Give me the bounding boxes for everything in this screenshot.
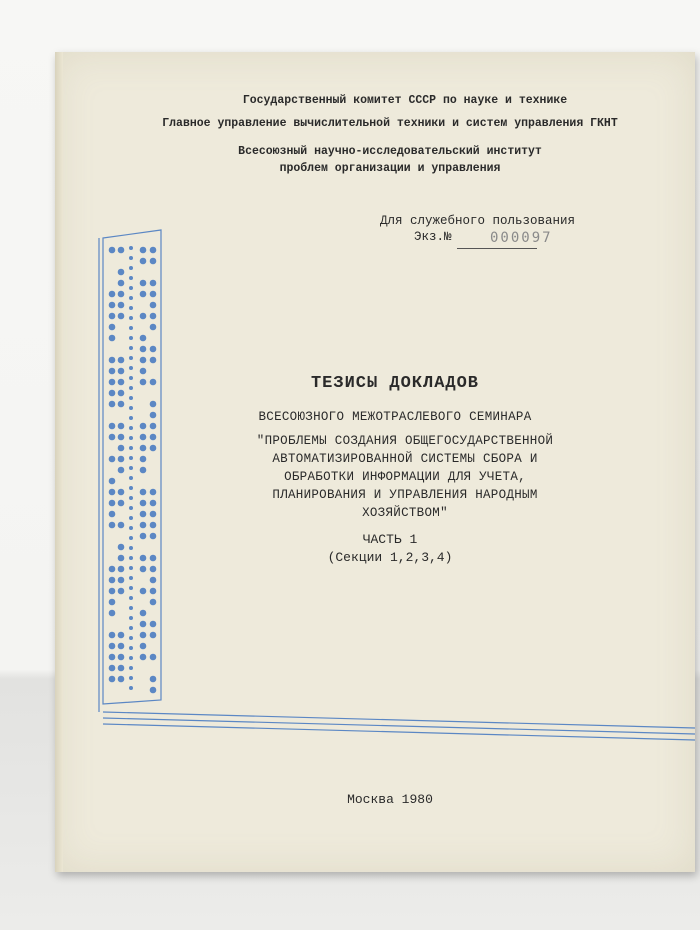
data-hole: [118, 632, 125, 639]
data-hole: [140, 357, 147, 364]
data-hole: [140, 621, 147, 628]
sprocket-hole: [129, 476, 133, 480]
data-hole: [109, 390, 116, 397]
title-line-2: "ПРОБЛЕМЫ СОЗДАНИЯ ОБЩЕГОСУДАРСТВЕННОЙ: [256, 434, 554, 448]
sprocket-hole: [129, 666, 133, 670]
sprocket-hole: [129, 326, 133, 330]
sprocket-hole: [129, 426, 133, 430]
sprocket-hole: [129, 496, 133, 500]
sprocket-hole: [129, 316, 133, 320]
data-hole: [118, 247, 125, 254]
data-hole: [109, 511, 116, 518]
data-hole: [109, 577, 116, 584]
sprocket-hole: [129, 506, 133, 510]
data-hole: [150, 632, 157, 639]
punched-tape-ornament: [55, 52, 695, 872]
data-hole: [109, 665, 116, 672]
data-hole: [118, 445, 125, 452]
data-hole: [140, 313, 147, 320]
data-hole: [150, 291, 157, 298]
sprocket-hole: [129, 436, 133, 440]
sprocket-hole: [129, 286, 133, 290]
data-hole: [150, 379, 157, 386]
data-hole: [118, 577, 125, 584]
place-year: Москва 1980: [347, 792, 433, 807]
data-hole: [109, 357, 116, 364]
sprocket-hole: [129, 596, 133, 600]
sprocket-hole: [129, 646, 133, 650]
sprocket-hole: [129, 656, 133, 660]
sprocket-hole: [129, 446, 133, 450]
sprocket-hole: [129, 486, 133, 490]
header-institute: Всесоюзный научно-исследовательский институт: [238, 145, 542, 158]
data-hole: [140, 346, 147, 353]
data-hole: [150, 357, 157, 364]
data-hole: [118, 588, 125, 595]
data-hole: [109, 291, 116, 298]
sprocket-hole: [129, 556, 133, 560]
data-hole: [140, 280, 147, 287]
sprocket-hole: [129, 606, 133, 610]
data-hole: [150, 247, 157, 254]
data-hole: [109, 632, 116, 639]
data-hole: [109, 434, 116, 441]
data-hole: [150, 533, 157, 540]
data-hole: [109, 478, 116, 485]
data-hole: [140, 434, 147, 441]
sprocket-hole: [129, 626, 133, 630]
data-hole: [150, 434, 157, 441]
data-hole: [109, 610, 116, 617]
sprocket-hole: [129, 386, 133, 390]
data-hole: [118, 555, 125, 562]
document-title: ТЕЗИСЫ ДОКЛАДОВ: [310, 374, 480, 393]
data-hole: [109, 401, 116, 408]
data-hole: [109, 302, 116, 309]
sprocket-hole: [129, 546, 133, 550]
data-hole: [118, 434, 125, 441]
sprocket-hole: [129, 536, 133, 540]
data-hole: [109, 566, 116, 573]
data-hole: [140, 533, 147, 540]
data-hole: [140, 522, 147, 529]
title-line-3: АВТОМАТИЗИРОВАННОЙ СИСТЕМЫ СБОРА И: [272, 452, 538, 466]
data-hole: [150, 555, 157, 562]
data-hole: [140, 555, 147, 562]
sprocket-hole: [129, 566, 133, 570]
sprocket-hole: [129, 466, 133, 470]
data-hole: [140, 467, 147, 474]
data-hole: [140, 610, 147, 617]
data-hole: [118, 357, 125, 364]
data-hole: [118, 643, 125, 650]
data-hole: [140, 500, 147, 507]
sprocket-hole: [129, 576, 133, 580]
data-hole: [109, 456, 116, 463]
data-hole: [118, 313, 125, 320]
data-hole: [150, 687, 157, 694]
ornament-holes: [109, 246, 157, 693]
sprocket-hole: [129, 676, 133, 680]
data-hole: [118, 654, 125, 661]
data-hole: [140, 643, 147, 650]
data-hole: [118, 379, 125, 386]
data-hole: [150, 313, 157, 320]
sprocket-hole: [129, 256, 133, 260]
data-hole: [140, 379, 147, 386]
title-line-6: ХОЗЯЙСТВОМ": [362, 506, 448, 520]
data-hole: [150, 412, 157, 419]
sections: (Секции 1,2,3,4): [327, 550, 453, 565]
part-number: ЧАСТЬ 1: [362, 532, 418, 547]
sprocket-hole: [129, 616, 133, 620]
title-line-5: ПЛАНИРОВАНИЯ И УПРАВЛЕНИЯ НАРОДНЫМ: [272, 488, 538, 502]
data-hole: [118, 456, 125, 463]
data-hole: [118, 368, 125, 375]
data-hole: [140, 423, 147, 430]
data-hole: [150, 401, 157, 408]
sprocket-hole: [129, 686, 133, 690]
title-seminar: ВСЕСОЮЗНОГО МЕЖОТРАСЛЕВОГО СЕМИНАРА: [258, 410, 532, 424]
data-hole: [150, 302, 157, 309]
data-hole: [118, 544, 125, 551]
data-hole: [140, 456, 147, 463]
sprocket-hole: [129, 366, 133, 370]
copy-label: Экз.№: [414, 230, 452, 244]
data-hole: [118, 291, 125, 298]
copy-number: 000097: [490, 230, 553, 246]
data-hole: [150, 423, 157, 430]
data-hole: [150, 511, 157, 518]
sprocket-hole: [129, 456, 133, 460]
sprocket-hole: [129, 586, 133, 590]
sprocket-hole: [129, 416, 133, 420]
data-hole: [109, 676, 116, 683]
data-hole: [109, 522, 116, 529]
data-hole: [109, 368, 116, 375]
data-hole: [140, 632, 147, 639]
data-hole: [118, 269, 125, 276]
data-hole: [109, 489, 116, 496]
data-hole: [140, 511, 147, 518]
sprocket-hole: [129, 306, 133, 310]
data-hole: [140, 566, 147, 573]
data-hole: [140, 291, 147, 298]
data-hole: [150, 489, 157, 496]
data-hole: [109, 654, 116, 661]
data-hole: [109, 247, 116, 254]
data-hole: [109, 423, 116, 430]
sprocket-hole: [129, 346, 133, 350]
header-institute-sub: проблем организации и управления: [279, 162, 501, 175]
data-hole: [109, 500, 116, 507]
data-hole: [150, 588, 157, 595]
data-hole: [109, 599, 116, 606]
data-hole: [140, 445, 147, 452]
data-hole: [109, 335, 116, 342]
data-hole: [140, 247, 147, 254]
data-hole: [118, 401, 125, 408]
data-hole: [150, 577, 157, 584]
sprocket-hole: [129, 376, 133, 380]
data-hole: [118, 302, 125, 309]
data-hole: [140, 258, 147, 265]
sprocket-hole: [129, 396, 133, 400]
data-hole: [150, 654, 157, 661]
data-hole: [118, 390, 125, 397]
data-hole: [118, 665, 125, 672]
data-hole: [118, 676, 125, 683]
data-hole: [150, 500, 157, 507]
sprocket-hole: [129, 516, 133, 520]
data-hole: [150, 599, 157, 606]
data-hole: [150, 346, 157, 353]
data-hole: [150, 522, 157, 529]
data-hole: [118, 467, 125, 474]
data-hole: [140, 654, 147, 661]
data-hole: [109, 643, 116, 650]
sprocket-hole: [129, 406, 133, 410]
data-hole: [118, 489, 125, 496]
data-hole: [118, 280, 125, 287]
booklet-cover: [55, 52, 695, 872]
sprocket-hole: [129, 266, 133, 270]
data-hole: [140, 489, 147, 496]
data-hole: [140, 588, 147, 595]
data-hole: [109, 379, 116, 386]
sprocket-hole: [129, 336, 133, 340]
sprocket-hole: [129, 296, 133, 300]
sprocket-hole: [129, 276, 133, 280]
sprocket-hole: [129, 246, 133, 250]
data-hole: [109, 313, 116, 320]
data-hole: [150, 676, 157, 683]
sprocket-hole: [129, 526, 133, 530]
sprocket-hole: [129, 356, 133, 360]
title-line-4: ОБРАБОТКИ ИНФОРМАЦИИ ДЛЯ УЧЕТА,: [284, 470, 526, 484]
data-hole: [150, 258, 157, 265]
data-hole: [150, 445, 157, 452]
data-hole: [118, 566, 125, 573]
data-hole: [150, 324, 157, 331]
data-hole: [150, 566, 157, 573]
data-hole: [109, 588, 116, 595]
data-hole: [140, 335, 147, 342]
sprocket-hole: [129, 636, 133, 640]
header-directorate: Главное управление вычислительной техники и систем управления ГКНТ: [162, 117, 618, 130]
data-hole: [150, 280, 157, 287]
header-committee: Государственный комитет СССР по науке и технике: [242, 94, 568, 107]
restricted-label: Для служебного пользования: [380, 214, 576, 228]
data-hole: [140, 368, 147, 375]
data-hole: [109, 324, 116, 331]
data-hole: [118, 522, 125, 529]
data-hole: [118, 423, 125, 430]
data-hole: [150, 621, 157, 628]
data-hole: [118, 500, 125, 507]
